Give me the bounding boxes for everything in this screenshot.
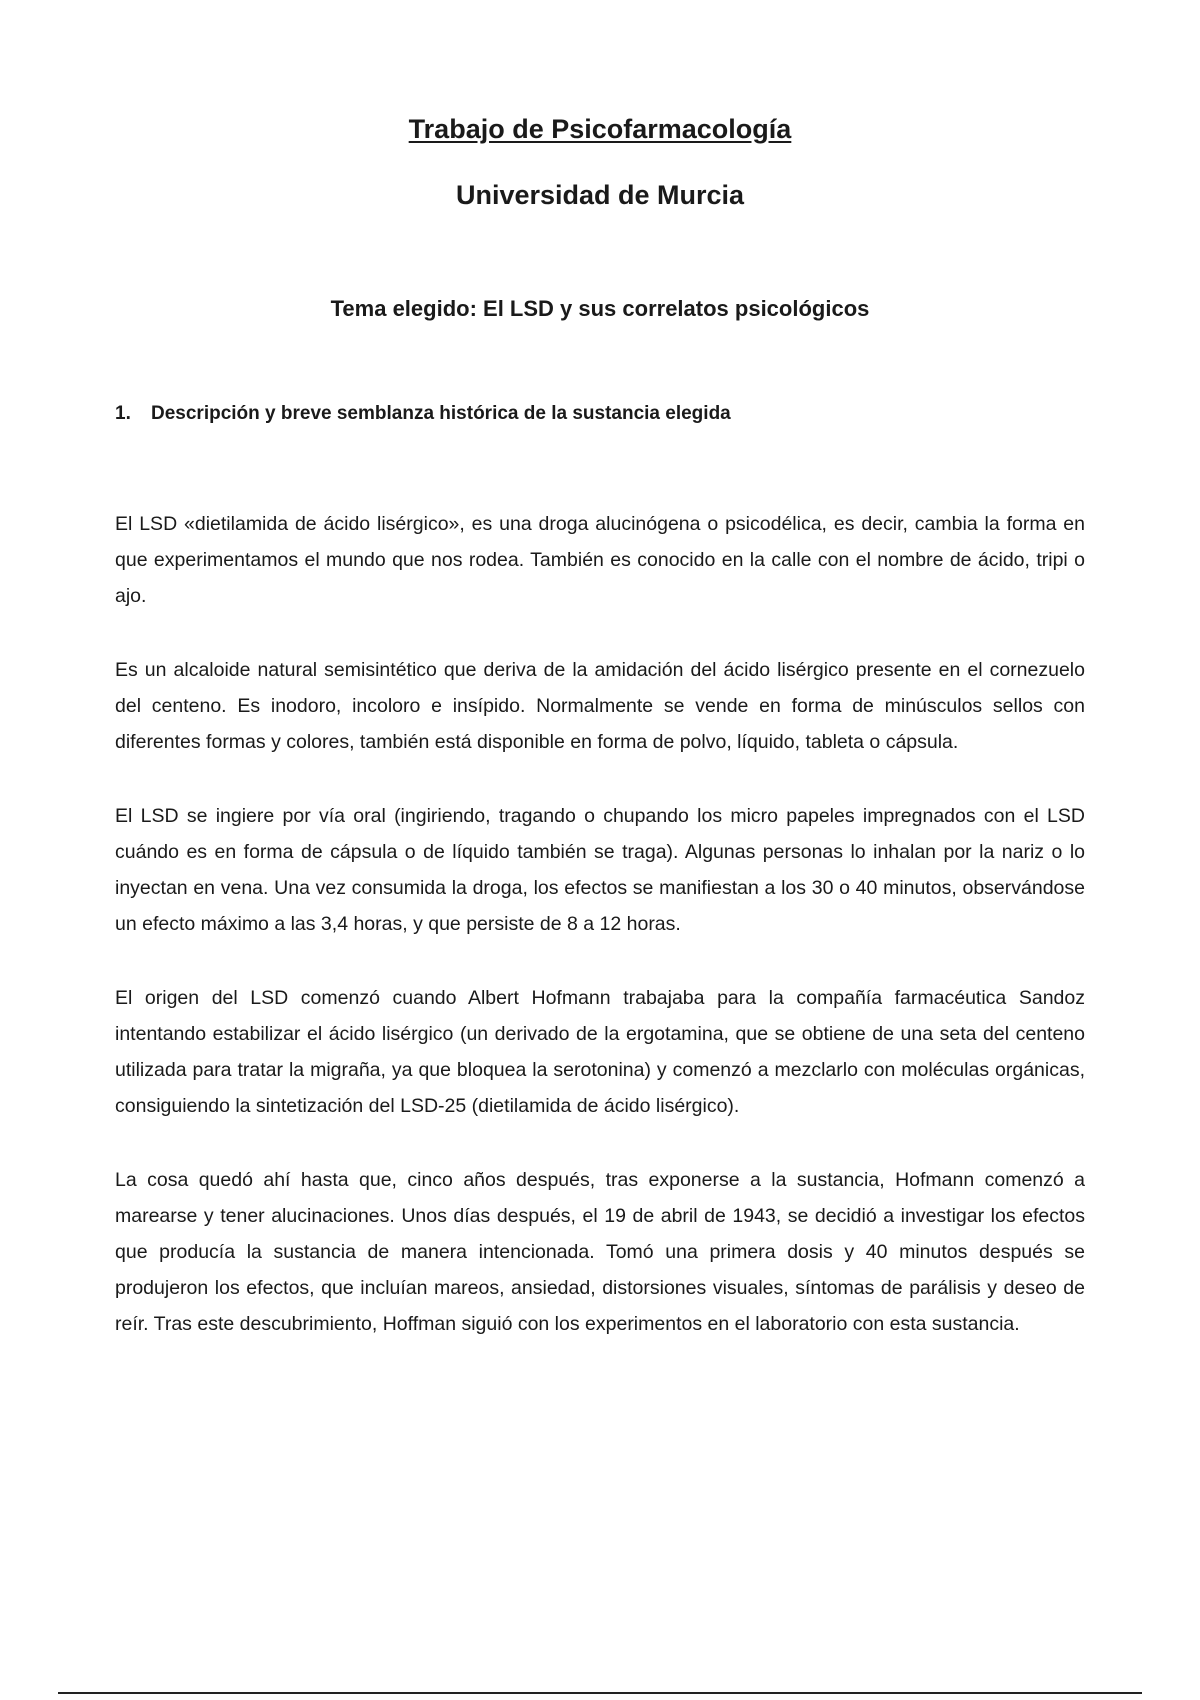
section-heading	[115, 403, 731, 425]
institution-name: Universidad de Murcia	[455, 180, 745, 210]
topic-heading: Tema elegido: El LSD y sus correlatos psicológicos	[330, 296, 870, 321]
paragraph: El origen del LSD comenzó cuando Albert Hofmann trabajaba para la compañía farmacéutica Sandoz intentando estabilizar el ácido lisérgico (un derivado de la ergotamina, que se obtiene de una seta del centeno utilizada para tratar la migraña, ya que bloquea la serotonina) y comenzó a mezclarlo con moléculas orgánicas, consiguiendo la sintetización del LSD-25 (dietilamida de ácido lisérgico).	[115, 987, 1085, 1117]
paragraph: El LSD «dietilamida de ácido lisérgico», es una droga alucinógena o psicodélica, es decir, cambia la forma en que experimentamos el mundo que nos rodea. También es conocido en la calle con el nombre de ácido, tripi o ajo.	[115, 513, 1085, 607]
section-title: Descripción y breve semblanza histórica de la sustancia elegida	[151, 403, 731, 424]
paragraph: La cosa quedó ahí hasta que, cinco años después, tras exponerse a la sustancia, Hofmann comenzó a marearse y tener alucinaciones. Unos días después, el 19 de abril de 1943, se decidió a investigar los efectos que producía la sustancia de manera intencionada. Tomó una primera dosis y 40 minutos después se produjeron los efectos, que incluían mareos, ansiedad, distorsiones visuales, síntomas de parálisis y deseo de reír. Tras este descubrimiento, Hoffman siguió con los experimentos en el laboratorio con esta sustancia.	[115, 1169, 1085, 1335]
footer-divider	[58, 1692, 1142, 1694]
paragraph: Es un alcaloide natural semisintético que deriva de la amidación del ácido lisérgico presente en el cornezuelo del centeno. Es inodoro, incoloro e insípido. Normalmente se vende en forma de minúsculos sellos con diferentes formas y colores, también está disponible en forma de polvo, líquido, tableta o cápsula.	[115, 659, 1085, 753]
paragraph: El LSD se ingiere por vía oral (ingiriendo, tragando o chupando los micro papeles impregnados con el LSD cuándo es en forma de cápsula o de líquido también se traga). Algunas personas lo inhalan por la nariz o lo inyectan en vena. Una vez consumida la droga, los efectos se manifiestan a los 30 o 40 minutos, observándose un efecto máximo a las 3,4 horas, y que persiste de 8 a 12 horas.	[115, 805, 1085, 935]
section-number: 1.	[115, 403, 131, 424]
body-text	[115, 506, 1085, 1380]
document-title: Trabajo de Psicofarmacología	[408, 114, 792, 144]
